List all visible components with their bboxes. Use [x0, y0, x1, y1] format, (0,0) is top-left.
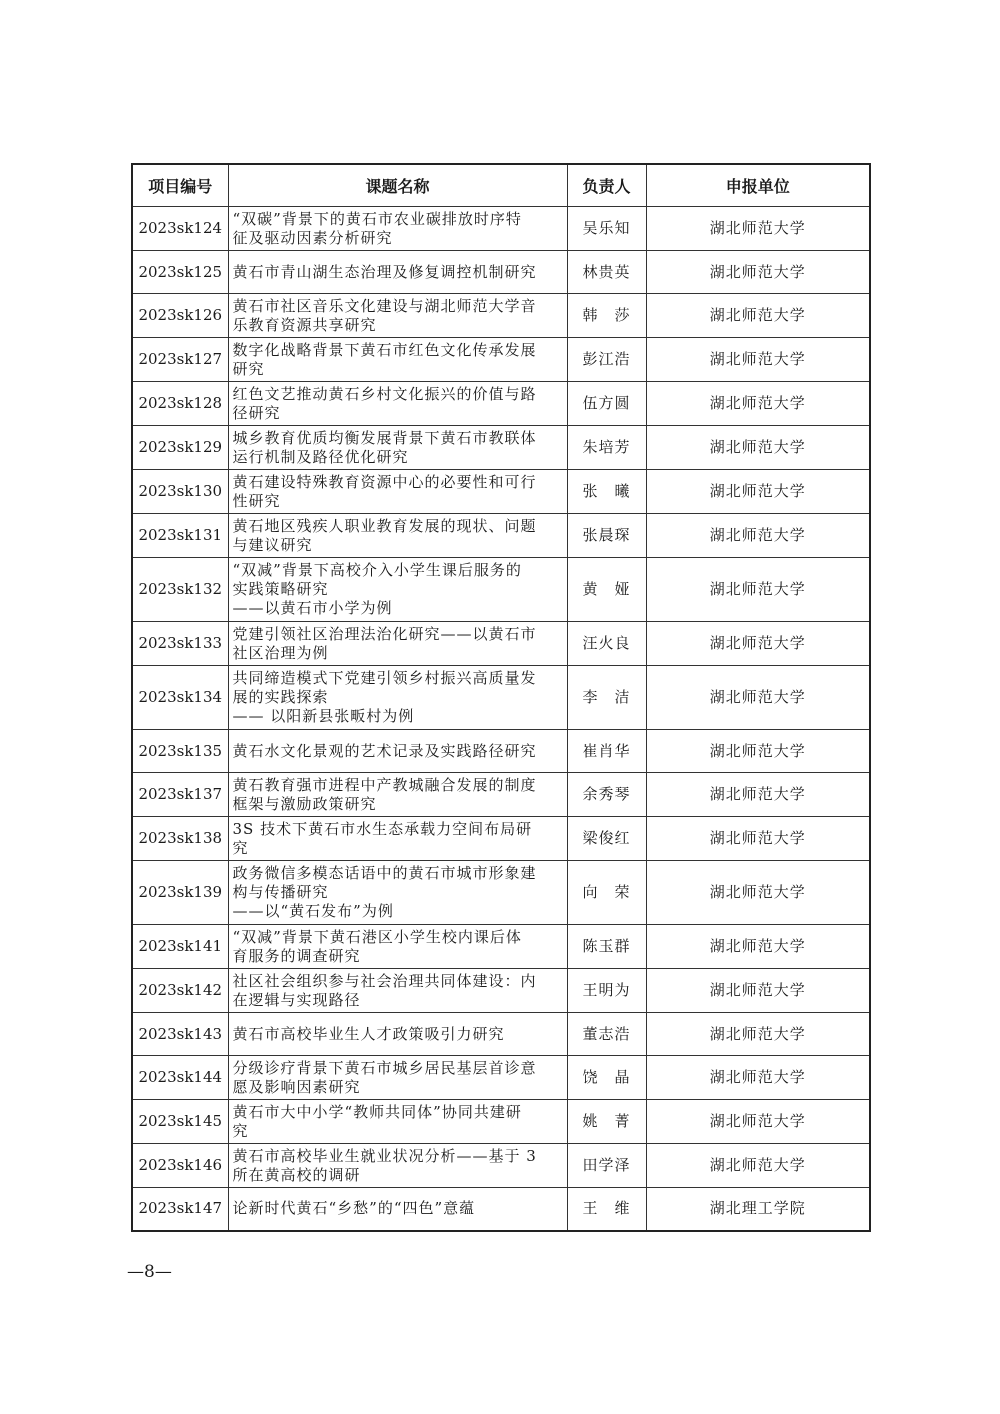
page-number: —8— — [127, 1262, 172, 1282]
project-unit-cell: 湖北师范大学 — [646, 558, 870, 622]
project-leader-cell: 王明为 — [567, 969, 646, 1013]
table-row — [132, 470, 870, 514]
project-id-cell: 2023sk137 — [132, 773, 228, 817]
project-title-cell-text: “双碳”背景下的黄石市农业碳排放时序特 征及驱动因素分析研究 — [232, 209, 522, 247]
table-row — [132, 382, 870, 426]
project-title-cell — [228, 514, 567, 558]
project-unit-cell: 湖北师范大学 — [646, 969, 870, 1013]
table-row — [132, 1144, 870, 1188]
table-row — [132, 426, 870, 470]
table-row — [132, 730, 870, 773]
project-title-cell-text: 城乡教育优质均衡发展背景下黄石市教联体 运行机制及路径优化研究 — [232, 428, 537, 466]
project-title-cell — [228, 294, 567, 338]
table-row — [132, 514, 870, 558]
project-id-cell: 2023sk145 — [132, 1100, 228, 1144]
project-unit-cell: 湖北师范大学 — [646, 251, 870, 294]
table-row — [132, 817, 870, 861]
project-title-cell — [228, 1144, 567, 1188]
project-title-cell-text: 黄石市高校毕业生人才政策吸引力研究 — [232, 1024, 505, 1043]
project-title-cell-text: 论新时代黄石“乡愁”的“四色”意蕴 — [232, 1199, 476, 1218]
project-leader-cell: 韩 莎 — [567, 294, 646, 338]
project-unit-cell: 湖北师范大学 — [646, 382, 870, 426]
table-row — [132, 207, 870, 251]
project-title-cell-text: 共同缔造模式下党建引领乡村振兴高质量发 展的实践探索 —— 以阳新县张畈村为例 — [232, 669, 537, 725]
project-title-cell — [228, 969, 567, 1013]
project-id-cell: 2023sk129 — [132, 426, 228, 470]
project-unit-cell: 湖北师范大学 — [646, 294, 870, 338]
table-row — [132, 925, 870, 969]
project-leader-cell: 王 维 — [567, 1188, 646, 1231]
project-title-cell — [228, 207, 567, 251]
project-leader-cell: 姚 菁 — [567, 1100, 646, 1144]
project-unit-cell: 湖北师范大学 — [646, 426, 870, 470]
project-id-cell: 2023sk147 — [132, 1188, 228, 1231]
project-title-cell — [228, 773, 567, 817]
header-row — [132, 164, 870, 207]
project-title-cell-text: 数字化战略背景下黄石市红色文化传承发展 研究 — [232, 340, 537, 378]
project-title-cell-text: “双减”背景下黄石港区小学生校内课后体 育服务的调查研究 — [232, 927, 522, 965]
project-leader-cell: 黄 娅 — [567, 558, 646, 622]
project-title-cell-text: 黄石市高校毕业生就业状况分析——基于 3 所在黄高校的调研 — [232, 1146, 537, 1184]
project-leader-cell: 伍方圆 — [567, 382, 646, 426]
project-leader-cell: 吴乐知 — [567, 207, 646, 251]
table-row — [132, 666, 870, 730]
project-leader-cell: 张 曦 — [567, 470, 646, 514]
project-id-cell: 2023sk141 — [132, 925, 228, 969]
project-id-cell: 2023sk143 — [132, 1013, 228, 1056]
project-leader-cell: 张晨琛 — [567, 514, 646, 558]
project-unit-cell: 湖北师范大学 — [646, 1100, 870, 1144]
table-row — [132, 1056, 870, 1100]
project-leader-cell: 李 洁 — [567, 666, 646, 730]
project-title-cell-text: 黄石地区残疾人职业教育发展的现状、问题 与建议研究 — [232, 516, 537, 554]
project-leader-cell: 向 荣 — [567, 861, 646, 925]
project-title-cell — [228, 470, 567, 514]
table-row — [132, 1013, 870, 1056]
project-id-cell: 2023sk144 — [132, 1056, 228, 1100]
project-leader-cell: 陈玉群 — [567, 925, 646, 969]
project-leader-cell: 汪火良 — [567, 622, 646, 666]
project-title-cell-text: 黄石水文化景观的艺术记录及实践路径研究 — [232, 741, 537, 760]
project-title-cell — [228, 558, 567, 622]
project-unit-cell: 湖北师范大学 — [646, 514, 870, 558]
project-id-cell: 2023sk127 — [132, 338, 228, 382]
project-title-cell-text: 政务微信多模态话语中的黄石市城市形象建 构与传播研究 ——以“黄石发布”为例 — [232, 864, 537, 920]
project-title-cell-text: “双减”背景下高校介入小学生课后服务的 实践策略研究 ——以黄石市小学为例 — [232, 561, 522, 617]
project-title-cell — [228, 1188, 567, 1231]
project-id-cell: 2023sk133 — [132, 622, 228, 666]
project-title-cell — [228, 666, 567, 730]
table-row — [132, 294, 870, 338]
project-unit-cell: 湖北师范大学 — [646, 338, 870, 382]
project-title-cell — [228, 1100, 567, 1144]
project-id-cell: 2023sk132 — [132, 558, 228, 622]
project-leader-cell: 饶 晶 — [567, 1056, 646, 1100]
project-title-cell — [228, 382, 567, 426]
table-row — [132, 558, 870, 622]
project-id-cell: 2023sk146 — [132, 1144, 228, 1188]
project-title-cell — [228, 1056, 567, 1100]
header-project-id: 项目编号 — [132, 164, 228, 207]
project-id-cell: 2023sk131 — [132, 514, 228, 558]
table-row — [132, 773, 870, 817]
project-unit-cell: 湖北师范大学 — [646, 1144, 870, 1188]
project-unit-cell: 湖北师范大学 — [646, 622, 870, 666]
project-title-cell-text: 红色文艺推动黄石乡村文化振兴的价值与路 径研究 — [232, 384, 537, 422]
project-unit-cell: 湖北师范大学 — [646, 666, 870, 730]
table-row — [132, 1188, 870, 1231]
project-id-cell: 2023sk125 — [132, 251, 228, 294]
table-row — [132, 1100, 870, 1144]
project-leader-cell: 林贵英 — [567, 251, 646, 294]
project-leader-cell: 朱培芳 — [567, 426, 646, 470]
project-title-cell-text: 黄石市社区音乐文化建设与湖北师范大学音 乐教育资源共享研究 — [232, 296, 537, 334]
project-id-cell: 2023sk135 — [132, 730, 228, 773]
project-unit-cell: 湖北师范大学 — [646, 817, 870, 861]
project-unit-cell: 湖北师范大学 — [646, 207, 870, 251]
header-leader: 负责人 — [567, 164, 646, 207]
project-leader-cell: 彭江浩 — [567, 338, 646, 382]
project-title-cell-text: 分级诊疗背景下黄石市城乡居民基层首诊意 愿及影响因素研究 — [232, 1058, 537, 1096]
project-unit-cell: 湖北师范大学 — [646, 1056, 870, 1100]
project-unit-cell: 湖北师范大学 — [646, 470, 870, 514]
table-row — [132, 861, 870, 925]
project-unit-cell: 湖北理工学院 — [646, 1188, 870, 1231]
table-row — [132, 338, 870, 382]
project-title-cell — [228, 861, 567, 925]
header-title: 课题名称 — [228, 164, 567, 207]
project-title-cell — [228, 925, 567, 969]
project-title-cell-text: 党建引领社区治理法治化研究——以黄石市 社区治理为例 — [232, 624, 537, 662]
project-id-cell: 2023sk126 — [132, 294, 228, 338]
project-id-cell: 2023sk142 — [132, 969, 228, 1013]
project-id-cell: 2023sk124 — [132, 207, 228, 251]
project-id-cell: 2023sk138 — [132, 817, 228, 861]
table-row — [132, 969, 870, 1013]
project-title-cell-text: 黄石市青山湖生态治理及修复调控机制研究 — [232, 262, 537, 281]
project-title-cell — [228, 730, 567, 773]
project-leader-cell: 田学泽 — [567, 1144, 646, 1188]
project-title-cell — [228, 426, 567, 470]
table-row — [132, 622, 870, 666]
project-id-cell: 2023sk134 — [132, 666, 228, 730]
table-row — [132, 251, 870, 294]
project-id-cell: 2023sk130 — [132, 470, 228, 514]
project-title-cell-text: 3S 技术下黄石市水生态承载力空间布局研 究 — [232, 819, 533, 857]
project-leader-cell: 余秀琴 — [567, 773, 646, 817]
project-title-cell-text: 黄石建设特殊教育资源中心的必要性和可行 性研究 — [232, 472, 537, 510]
project-unit-cell: 湖北师范大学 — [646, 925, 870, 969]
project-unit-cell: 湖北师范大学 — [646, 861, 870, 925]
header-unit: 申报单位 — [646, 164, 870, 207]
project-id-cell: 2023sk139 — [132, 861, 228, 925]
project-id-cell: 2023sk128 — [132, 382, 228, 426]
project-unit-cell: 湖北师范大学 — [646, 730, 870, 773]
table-body — [132, 207, 870, 1231]
project-title-cell — [228, 338, 567, 382]
project-unit-cell: 湖北师范大学 — [646, 1013, 870, 1056]
project-title-cell — [228, 251, 567, 294]
project-title-cell — [228, 622, 567, 666]
project-title-cell — [228, 1013, 567, 1056]
project-title-cell-text: 社区社会组织参与社会治理共同体建设：内 在逻辑与实现路径 — [232, 971, 537, 1009]
project-leader-cell: 梁俊红 — [567, 817, 646, 861]
project-leader-cell: 崔肖华 — [567, 730, 646, 773]
project-leader-cell: 董志浩 — [567, 1013, 646, 1056]
project-title-cell-text: 黄石市大中小学“教师共同体”协同共建研 究 — [232, 1102, 522, 1140]
project-title-cell-text: 黄石教育强市进程中产教城融合发展的制度 框架与激励政策研究 — [232, 775, 537, 813]
project-title-cell — [228, 817, 567, 861]
project-table — [131, 163, 871, 1232]
project-unit-cell: 湖北师范大学 — [646, 773, 870, 817]
